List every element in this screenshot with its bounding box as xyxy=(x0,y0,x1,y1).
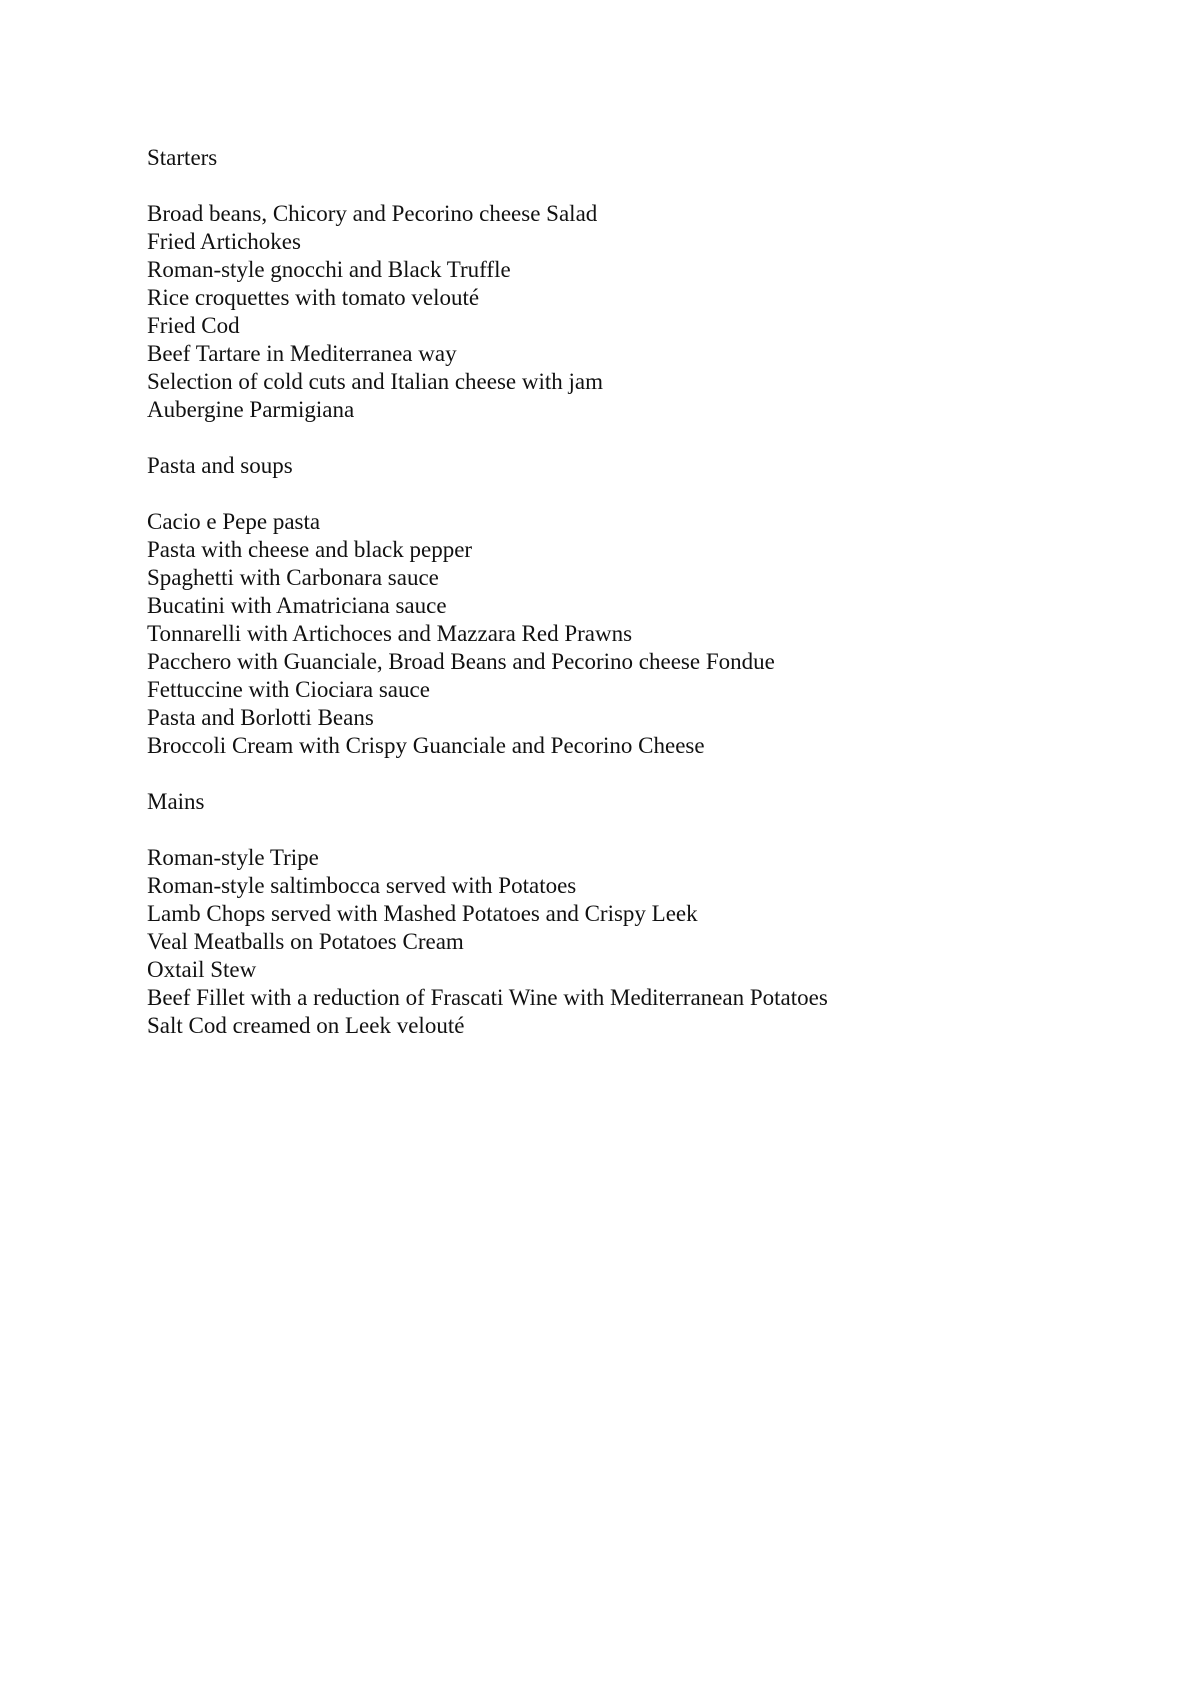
menu-item: Rice croquettes with tomato velouté xyxy=(147,285,480,310)
pasta-and-soups-list xyxy=(147,508,1147,760)
menu-item: Broad beans, Chicory and Pecorino cheese Salad xyxy=(147,201,598,226)
menu-item: Cacio e Pepe pasta xyxy=(147,509,321,534)
menu-item: Spaghetti with Carbonara sauce xyxy=(147,565,439,590)
section-heading-mains: Mains xyxy=(147,789,205,814)
menu-item: Bucatini with Amatriciana sauce xyxy=(147,593,447,618)
menu-item: Oxtail Stew xyxy=(147,957,257,982)
starters-list xyxy=(147,200,1147,424)
menu-item: Beef Fillet with a reduction of Frascati Wine with Mediterranean Potatoes xyxy=(147,985,828,1010)
menu-item: Lamb Chops served with Mashed Potatoes and Crispy Leek xyxy=(147,901,698,926)
menu-item: Beef Tartare in Mediterranea way xyxy=(147,341,457,366)
mains-list xyxy=(147,844,1147,1040)
menu-document xyxy=(147,144,1147,1040)
section-pasta-and-soups xyxy=(147,452,1147,760)
menu-item: Aubergine Parmigiana xyxy=(147,397,355,422)
section-heading-pasta-and-soups: Pasta and soups xyxy=(147,453,293,478)
menu-item: Fried Cod xyxy=(147,313,240,338)
menu-item: Tonnarelli with Artichoces and Mazzara Red Prawns xyxy=(147,621,633,646)
section-mains xyxy=(147,788,1147,1040)
menu-item: Pasta with cheese and black pepper xyxy=(147,537,473,562)
menu-item: Veal Meatballs on Potatoes Cream xyxy=(147,929,464,954)
menu-item: Fettuccine with Ciociara sauce xyxy=(147,677,430,702)
menu-item: Roman-style saltimbocca served with Potatoes xyxy=(147,873,577,898)
menu-item: Selection of cold cuts and Italian cheese with jam xyxy=(147,369,604,394)
menu-item: Roman-style Tripe xyxy=(147,845,319,870)
menu-item: Roman-style gnocchi and Black Truffle xyxy=(147,257,511,282)
menu-item: Broccoli Cream with Crispy Guanciale and Pecorino Cheese xyxy=(147,733,705,758)
menu-item: Pacchero with Guanciale, Broad Beans and Pecorino cheese Fondue xyxy=(147,649,775,674)
section-heading-starters: Starters xyxy=(147,145,218,170)
section-starters xyxy=(147,144,1147,424)
menu-item: Pasta and Borlotti Beans xyxy=(147,705,374,730)
menu-item: Fried Artichokes xyxy=(147,229,301,254)
menu-item: Salt Cod creamed on Leek velouté xyxy=(147,1013,465,1038)
